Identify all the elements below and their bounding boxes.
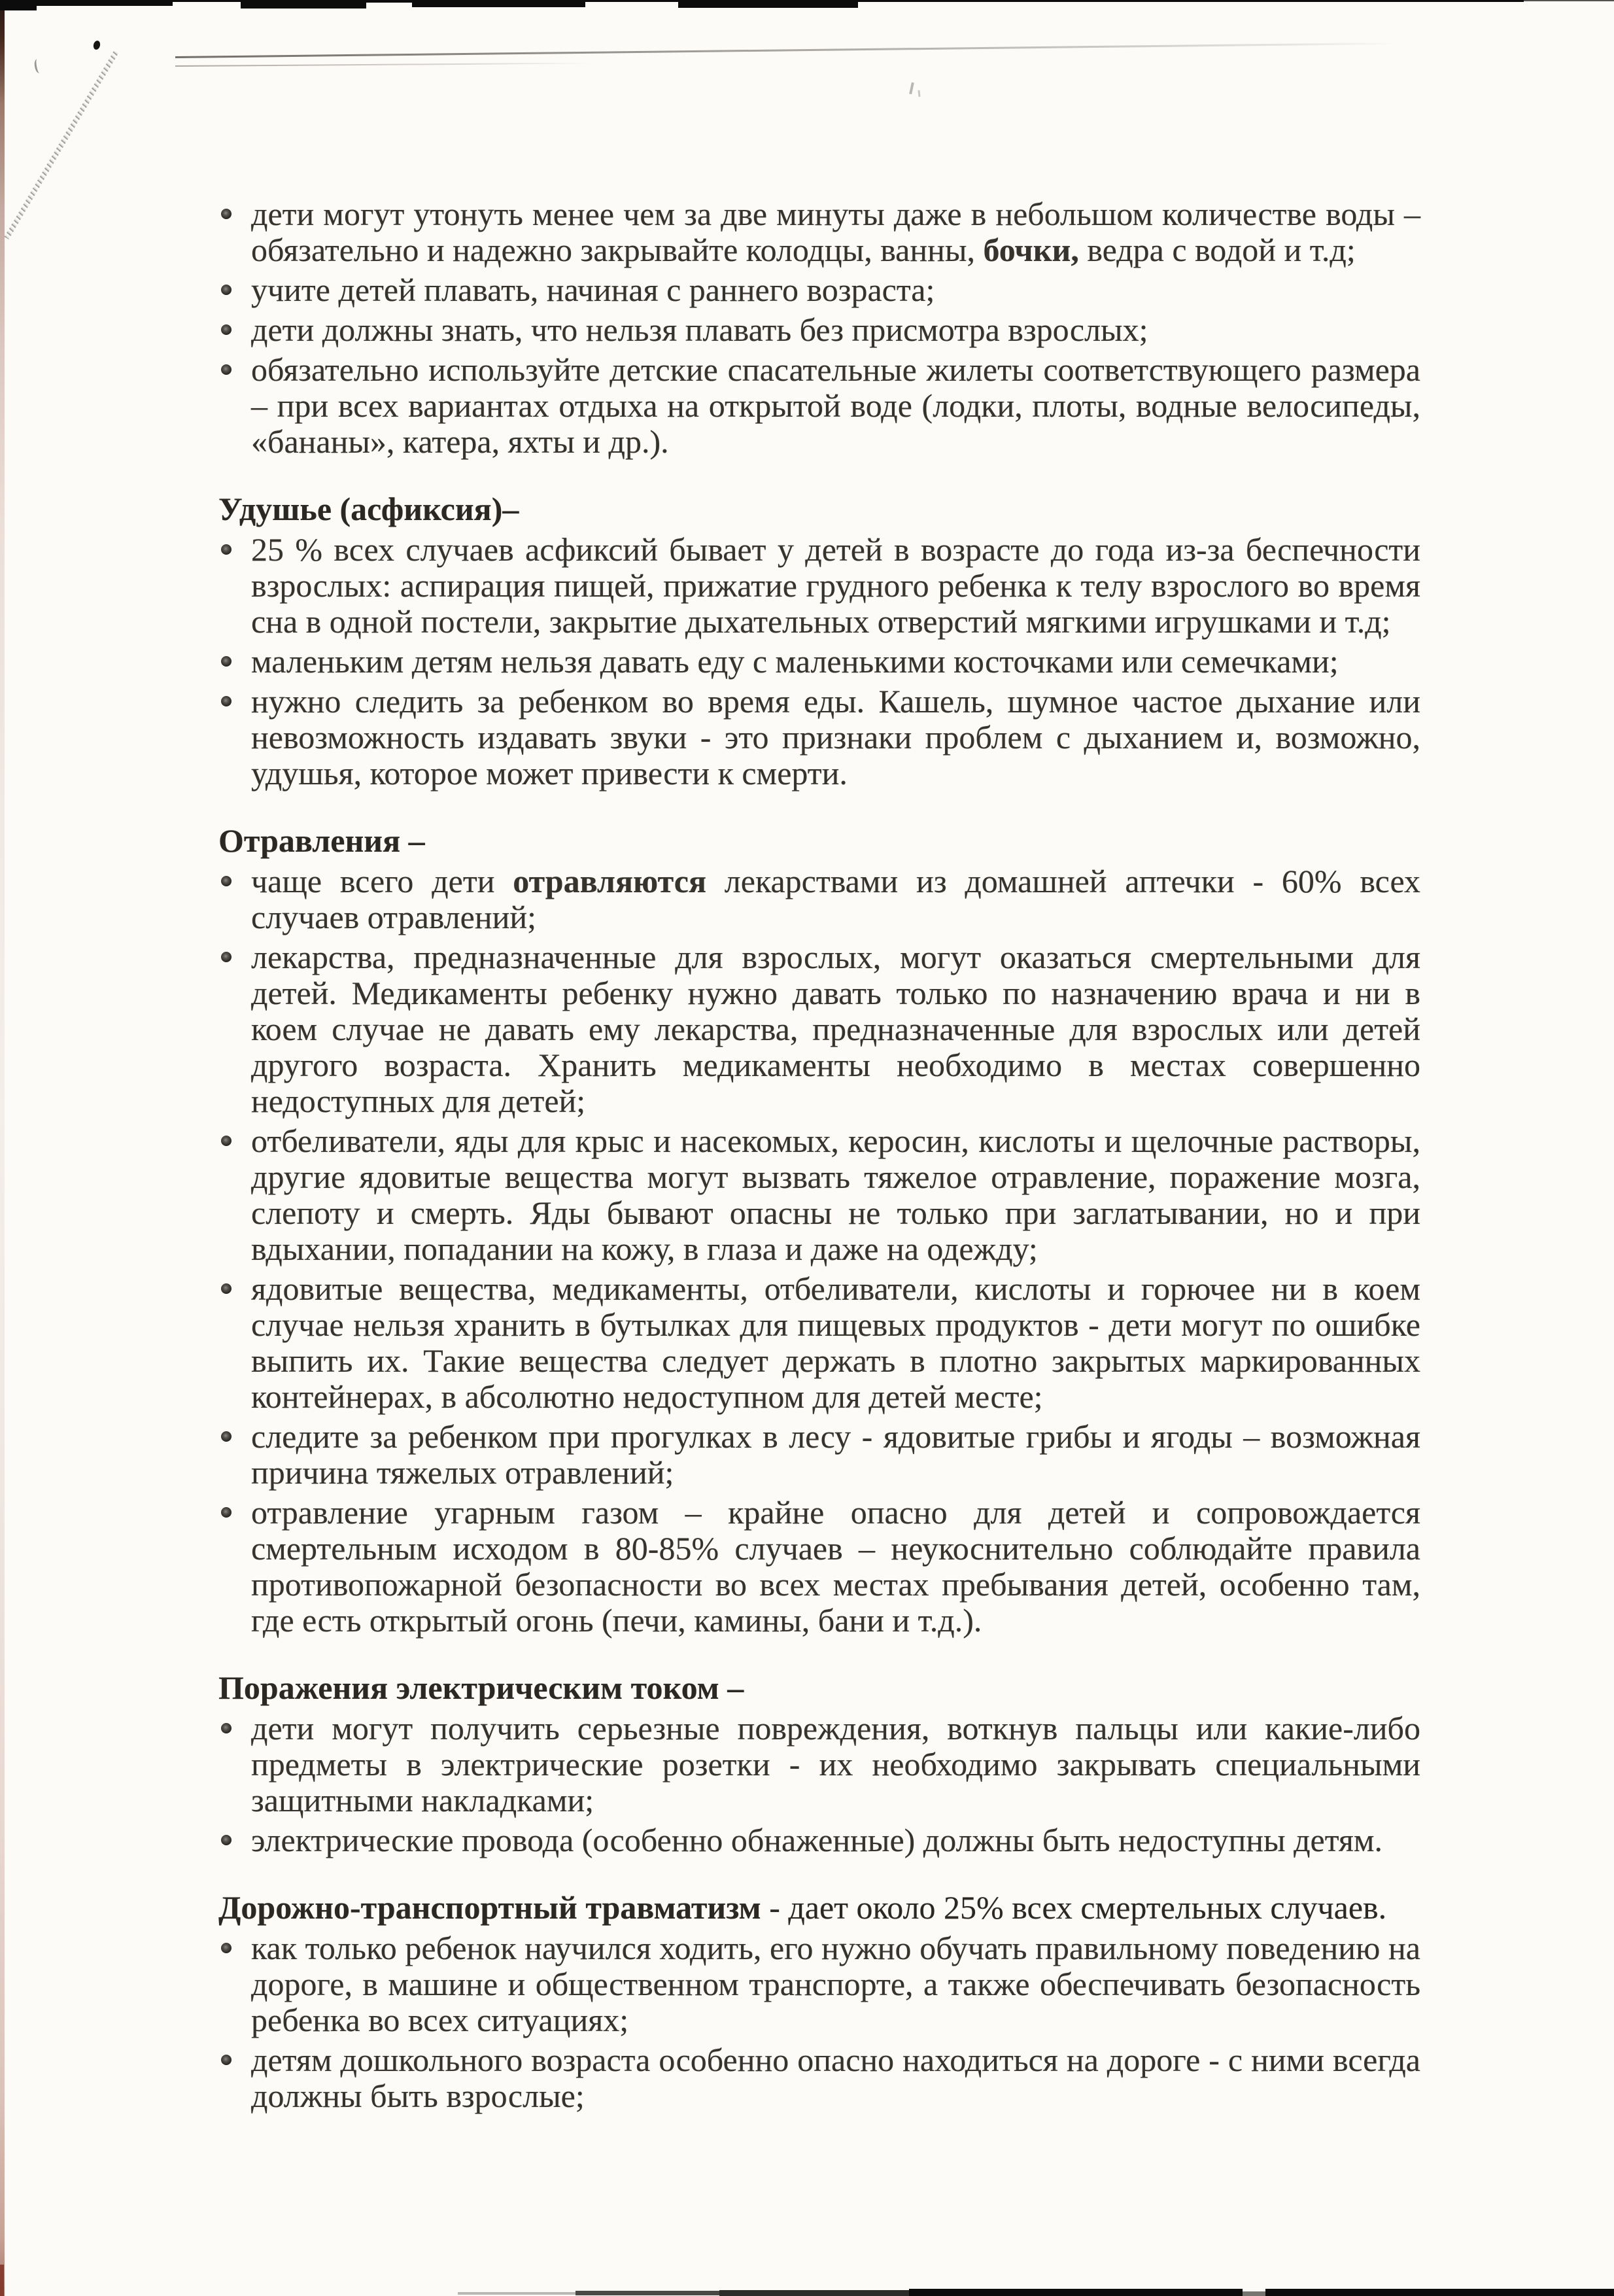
bullet-list-poisoning [218, 863, 1420, 1639]
list-item [218, 1271, 1420, 1415]
bullet-icon [221, 1723, 232, 1733]
list-item [218, 684, 1420, 791]
item-text: как только ребенок научился ходить, его нужно обучать правильному поведению на дороге, в машине и общественном транспорте, а также обеспечивать безопасность ребенка во всех ситуациях; [251, 1930, 1420, 2038]
item-text: учите детей плавать, начиная с раннего возраста; [251, 271, 935, 308]
item-text: ядовитые вещества, медикаменты, отбеливатели, кислоты и горючее ни в коем случае нельзя хранить в бутылках для пищевых продуктов - дети могут по ошибке выпить их. Такие вещества следует держать в плотно закрытых маркированных контейнерах, в абсолютно недоступном для детей месте; [251, 1270, 1420, 1415]
list-item [218, 352, 1420, 460]
ink-speck-icon [909, 82, 914, 94]
item-text: маленьким детям нельзя давать еду с маленькими косточками или семечками; [251, 643, 1339, 680]
scan-edge-top-segment [585, 0, 678, 2]
bullet-list-asphyxia [218, 532, 1420, 791]
section-heading-asphyxia: Удушье (асфиксия)– [218, 491, 519, 527]
bullet-icon [221, 1507, 232, 1518]
item-text: чаще всего дети отравляются лекарствами из домашней аптечки - 60% всех случаев отравлений; [251, 863, 1420, 935]
ink-speck-icon [92, 40, 101, 50]
scan-edge-bottom-segment [458, 2292, 575, 2295]
item-text: дети должны знать, что нельзя плавать без присмотра взрослых; [251, 311, 1148, 348]
list-item [218, 196, 1420, 268]
scan-edge-top-segment [241, 0, 366, 9]
bullet-list-drowning [218, 196, 1420, 460]
scan-edge-top-segment [858, 0, 1524, 2]
item-text: лекарства, предназначенные для взрослых, могут оказаться смертельными для детей. Медикаменты ребенку нужно давать только по назначению врача и ни в коем случае не давать ему лекарства, предназначенные для взрослых или детей другого возраста. Хранить медикаменты необходимо в местах совершенно недоступных для детей; [251, 939, 1420, 1119]
ink-speck-icon [33, 58, 43, 74]
scan-edge-red-mark [0, 2265, 4, 2296]
item-text: дети могут получить серьезные повреждения, воткнув пальцы или какие-либо предметы в электрические розетки - их необходимо закрывать специальными защитными накладками; [251, 1710, 1420, 1818]
list-item [218, 1419, 1420, 1491]
scan-edge-top-segment [366, 0, 412, 3]
page-corner-diagonal [5, 51, 118, 239]
bullet-icon [221, 876, 232, 886]
item-text: детям дошкольного возраста особенно опасно находиться на дороге - с ними всегда должны быть взрослые; [251, 2042, 1420, 2114]
bullet-icon [221, 1136, 232, 1146]
bullet-icon [221, 1835, 232, 1845]
bullet-icon [221, 1283, 232, 1294]
list-item [218, 1495, 1420, 1639]
scan-edge-top-segment [412, 0, 585, 7]
bullet-icon [221, 2055, 232, 2065]
section-drowning [218, 196, 1420, 460]
scan-edge-top-segment [1524, 0, 1614, 1]
scan-edge-bottom-segment [1243, 2291, 1265, 2296]
scan-edge-bottom-segment [719, 2290, 909, 2296]
list-item [218, 1711, 1420, 1818]
scan-edge-top-segment [0, 0, 37, 10]
list-item [218, 532, 1420, 640]
item-text: отбеливатели, яды для крыс и насекомых, керосин, кислоты и щелочные растворы, другие ядовитые вещества могут вызвать тяжелое отравление, поражение мозга, слепоту и смерть. Яды бывают опасны не только при заглатывании, но и при вдыхании, попадании на кожу, в глаза и даже на одежду; [251, 1122, 1420, 1267]
scan-edge-top-segment [173, 0, 241, 2]
list-item [218, 1930, 1420, 2038]
list-item [218, 644, 1420, 680]
section-poisoning [218, 823, 1420, 1639]
item-text: следите за ребенком при прогулках в лесу - ядовитые грибы и ягоды – возможная причина тяжелых отравлений; [251, 1418, 1420, 1491]
item-text: нужно следить за ребенком во время еды. Кашель, шумное частое дыхание или невозможность издавать звуки - это признаки проблем с дыханием и, возможно, удушья, которое может привести к смерти. [251, 683, 1420, 791]
scan-edge-bottom-segment [909, 2289, 1243, 2296]
bullet-icon [221, 324, 232, 335]
section-heading-poisoning: Отравления – [218, 822, 425, 859]
list-item [218, 272, 1420, 308]
ink-speck-icon [918, 90, 920, 97]
list-item [218, 939, 1420, 1119]
section-heading-electric-shock: Поражения электрическим током – [218, 1669, 744, 1706]
bullet-list-electric-shock [218, 1711, 1420, 1858]
item-text: обязательно используйте детские спасательные жилеты соответствующего размера – при всех вариантах отдыха на открытой воде (лодки, плоты, водные велосипеды, «бананы», катера, яхты и др.). [251, 351, 1420, 460]
bullet-icon [221, 209, 232, 219]
bullet-icon [221, 1943, 232, 1953]
bullet-icon [221, 364, 232, 375]
document-content [218, 196, 1420, 2118]
scan-edge-top-segment [37, 0, 173, 6]
list-item [218, 863, 1420, 935]
bullet-list-road-traffic [218, 1930, 1420, 2114]
item-text: электрические провода (особенно обнаженные) должны быть недоступны детям. [251, 1822, 1383, 1858]
list-item [218, 1123, 1420, 1267]
section-asphyxia [218, 491, 1420, 791]
list-item [218, 1822, 1420, 1858]
bullet-icon [221, 1431, 232, 1442]
section-heading-road-traffic: Дорожно-транспортный травматизм - дает около 25% всех смертельных случаев. [218, 1889, 1387, 1926]
scan-edge-left [0, 0, 5, 2296]
page-edge-line [175, 43, 1399, 58]
bullet-icon [221, 952, 232, 962]
item-text: дети могут утонуть менее чем за две минуты даже в небольшом количестве воды – обязательно и надежно закрывайте колодцы, ванны, бочки, ведра с водой и т.д; [251, 196, 1420, 268]
section-electric-shock [218, 1670, 1420, 1858]
bullet-icon [221, 544, 232, 555]
bullet-icon [221, 696, 232, 706]
bullet-icon [221, 656, 232, 667]
list-item [218, 312, 1420, 348]
section-road-traffic [218, 1890, 1420, 2114]
list-item [218, 2042, 1420, 2114]
scan-edge-top-segment [678, 0, 858, 8]
item-text: 25 % всех случаев асфиксий бывает у детей в возрасте до года из-за беспечности взрослых: аспирация пищей, прижатие грудного ребенка к телу взрослого во время сна в одной постели, закрытие дыхательных отверстий мягкими игрушками и т.д; [251, 531, 1420, 640]
item-text: отравление угарным газом – крайне опасно для детей и сопровождается смертельным исходом в 80-85% случаев – неукоснительно соблюдайте правила противопожарной безопасности во всех местах пребывания детей, особенно там, где есть открытый огонь (печи, камины, бани и т.д.). [251, 1494, 1420, 1639]
scan-edge-bottom-segment [575, 2291, 719, 2295]
bullet-icon [221, 285, 232, 295]
page-edge-line-shadow [175, 63, 594, 67]
scan-edge-bottom-segment [1265, 2289, 1614, 2296]
